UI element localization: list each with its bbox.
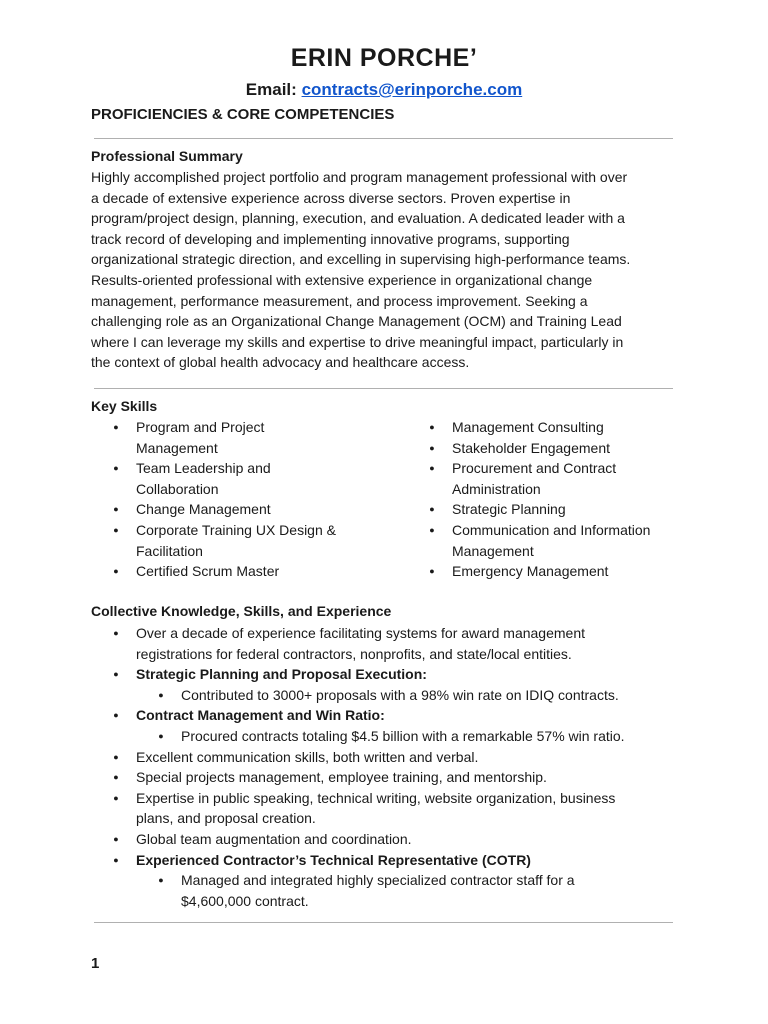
skill-item (113, 458, 396, 499)
experience-item (113, 829, 676, 850)
skill-item-text: Strategic Planning (452, 501, 566, 518)
experience-item-text: Procured contracts totaling $4.5 billion with a remarkable 57% win ratio. (181, 727, 625, 744)
experience-item-text: plans, and proposal creation. (136, 810, 316, 827)
bullet-icon: ● (113, 833, 119, 844)
bullet-icon: ● (113, 751, 119, 762)
experience-item (113, 767, 676, 788)
divider-3 (94, 922, 673, 923)
summary-line: organizational strategic direction, and excelling in supervising high-performance teams. (91, 251, 631, 268)
bullet-icon: ● (158, 689, 164, 700)
skill-item-text: Change Management (136, 501, 271, 518)
skill-item-text: Management Consulting (452, 419, 604, 435)
bullet-icon: ● (113, 710, 119, 721)
page-title: PROFICIENCIES & CORE COMPETENCIES (91, 106, 395, 123)
skill-item-text: Communication and Information (452, 521, 651, 538)
experience-item (113, 850, 676, 871)
summary-line: a decade of extensive experience across diverse sectors. Proven expertise in (91, 189, 571, 206)
bullet-icon: ● (113, 628, 119, 638)
summary-line: Results-oriented professional with extensive experience in organizational change (91, 271, 593, 288)
summary-line: challenging role as an Organizational Change Management (OCM) and Training Lead (91, 313, 622, 330)
collective-heading: Collective Knowledge, Skills, and Experience (91, 603, 392, 619)
skill-item (429, 499, 692, 520)
candidate-name: ERIN PORCHE’ (290, 44, 478, 72)
email-line (0, 80, 768, 100)
bullet-icon: ● (429, 566, 435, 577)
skill-item-text: Collaboration (136, 480, 219, 497)
bullet-icon: ● (429, 463, 435, 474)
bullet-icon: ● (113, 669, 119, 680)
skill-item (113, 520, 396, 561)
summary-line: program/project design, planning, execution, and evaluation. A dedicated leader with a (91, 210, 625, 227)
bullet-icon: ● (429, 422, 435, 432)
skill-item (113, 417, 396, 458)
skill-item-text: Management (136, 439, 218, 456)
experience-item-text: Managed and integrated highly specialized contractor staff for a (181, 872, 575, 889)
experience-item-text: Excellent communication skills, both written and verbal. (136, 748, 479, 765)
experience-item (158, 870, 676, 911)
experience-item (113, 664, 676, 685)
bullet-icon: ● (158, 875, 164, 886)
experience-item (158, 685, 676, 706)
skill-item-text: Certified Scrum Master (136, 563, 280, 580)
experience-item-text: Expertise in public speaking, technical writing, website organization, business (136, 789, 616, 806)
experience-item (158, 726, 676, 747)
divider-1 (94, 138, 673, 139)
summary-heading: Professional Summary (91, 148, 243, 164)
email-label: Email: (245, 80, 297, 99)
bullet-icon: ● (158, 730, 164, 741)
bullet-icon: ● (113, 772, 119, 783)
skill-item (429, 520, 692, 561)
bullet-icon: ● (113, 792, 119, 803)
bullet-icon: ● (113, 463, 119, 474)
skills-list-left (113, 417, 396, 582)
experience-item-text: registrations for federal contractors, nonprofits, and state/local entities. (136, 645, 572, 662)
email-link[interactable]: contracts@erinporche.com (301, 80, 523, 99)
skill-item (429, 458, 692, 499)
page-number: 1 (91, 955, 100, 972)
bullet-icon: ● (113, 854, 119, 865)
bullet-icon: ● (429, 442, 435, 453)
skill-item-text: Program and Project (136, 419, 265, 435)
experience-item-text: Contributed to 3000+ proposals with a 98% win rate on IDIQ contracts. (181, 686, 619, 703)
bullet-icon: ● (113, 566, 119, 577)
experience-item-text: Special projects management, employee training, and mentorship. (136, 769, 547, 786)
skill-item-text: Stakeholder Engagement (452, 439, 610, 456)
skill-item-text: Administration (452, 480, 541, 497)
experience-item-text: Over a decade of experience facilitating systems for award management (136, 625, 586, 641)
experience-item (113, 788, 676, 829)
skill-item (429, 438, 692, 459)
bullet-icon: ● (113, 422, 119, 432)
skill-item (429, 561, 692, 582)
bullet-icon: ● (113, 504, 119, 515)
skill-item (113, 499, 396, 520)
summary-line: where I can leverage my skills and expertise to drive meaningful impact, particularly in (91, 333, 624, 350)
experience-item (113, 705, 676, 726)
divider-2 (94, 388, 673, 389)
skill-item-text: Team Leadership and (136, 460, 271, 477)
summary-line: the context of global health advocacy and healthcare access. (91, 354, 470, 371)
experience-item (113, 623, 676, 664)
summary-line: management, performance measurement, and process improvement. Seeking a (91, 292, 588, 309)
experience-item-text: Experienced Contractor’s Technical Representative (COTR) (136, 851, 531, 868)
bullet-icon: ● (429, 504, 435, 515)
skills-heading: Key Skills (91, 398, 158, 414)
experience-item-text: $4,600,000 contract. (181, 892, 309, 909)
skill-item (429, 417, 692, 438)
skill-item-text: Procurement and Contract (452, 460, 617, 477)
summary-line: track record of developing and implementing innovative programs, supporting (91, 230, 570, 247)
experience-item-text: Strategic Planning and Proposal Execution: (136, 666, 427, 683)
bullet-icon: ● (113, 524, 119, 535)
experience-item-text: Contract Management and Win Ratio: (136, 707, 385, 724)
skill-item-text: Emergency Management (452, 563, 609, 580)
experience-item (113, 747, 676, 768)
skills-list-right (429, 417, 692, 582)
summary-paragraph (91, 167, 681, 373)
bullet-icon: ● (429, 524, 435, 535)
skill-item-text: Management (452, 542, 534, 559)
skill-item-text: Facilitation (136, 542, 203, 559)
summary-line: Highly accomplished project portfolio and program management professional with over (91, 169, 628, 185)
collective-list (113, 623, 676, 911)
experience-item-text: Global team augmentation and coordination. (136, 830, 412, 847)
skill-item-text: Corporate Training UX Design & (136, 521, 336, 538)
skill-item (113, 561, 396, 582)
